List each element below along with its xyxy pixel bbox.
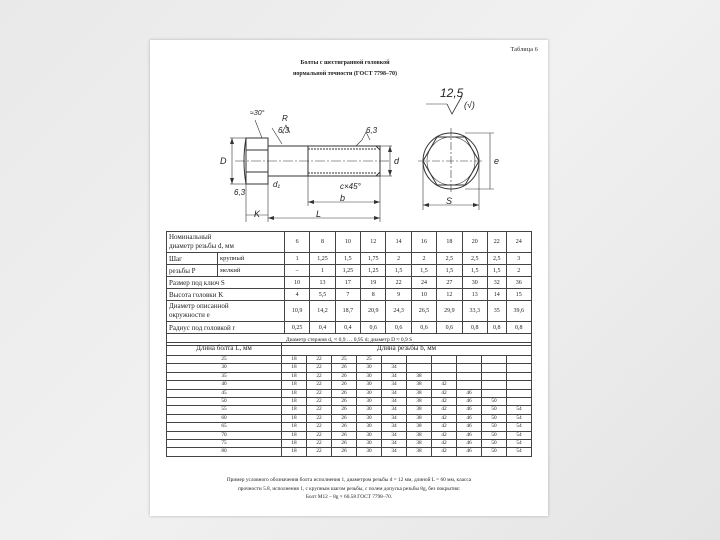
thread-length-cell: 18 (282, 431, 307, 439)
pitch-fine-cell: – (285, 265, 310, 277)
thread-length-cell: 42 (432, 398, 457, 406)
wrench-size-cell: 36 (506, 277, 531, 289)
diameter-cell: 18 (437, 232, 462, 253)
circumscribed-cell: 39,6 (506, 301, 531, 322)
pitch-coarse-cell: 2,5 (462, 253, 487, 265)
bolt-length-cell: 65 (167, 423, 282, 431)
thread-length-cell: 42 (432, 431, 457, 439)
diameter-cell: 10 (335, 232, 360, 253)
thread-length-cell: 38 (407, 448, 432, 456)
thread-length-cell: 34 (382, 398, 407, 406)
thread-length-cell: 18 (282, 381, 307, 389)
thread-length-cell (507, 364, 532, 372)
diameter-cell: 6 (285, 232, 310, 253)
thread-length-cell: 50 (482, 431, 507, 439)
table-row (167, 381, 532, 389)
wrench-size-cell: 19 (361, 277, 386, 289)
pitch-coarse-cell: 1 (285, 253, 310, 265)
thread-length-cell: 46 (457, 414, 482, 422)
thread-length-cell: 30 (357, 372, 382, 380)
thread-length-cell: 50 (482, 448, 507, 456)
thread-length-cell: 30 (357, 389, 382, 397)
thread-length-cell (407, 356, 432, 364)
head-height-cell: 12 (437, 289, 462, 301)
thread-length-cell: 54 (507, 414, 532, 422)
diameter-cell: 14 (386, 232, 411, 253)
document-page (150, 40, 548, 516)
roughness-left: 6,3 (278, 126, 290, 135)
pitch-fine-cell: 1,5 (386, 265, 411, 277)
pitch-label: Шаг (167, 253, 218, 265)
wrench-size-row-label: Размер под ключ S (167, 277, 285, 289)
bolt-length-cell: 45 (167, 389, 282, 397)
pitch-fine-cell: 1,25 (361, 265, 386, 277)
angle-label: ≈30° (250, 110, 265, 117)
diameter-cell: 16 (411, 232, 436, 253)
thread-length-cell: 22 (307, 448, 332, 456)
thread-length-cell: 46 (457, 431, 482, 439)
thread-length-cell: 30 (357, 414, 382, 422)
bolt-length-cell: 70 (167, 431, 282, 439)
table-row (167, 265, 532, 277)
pitch-fine-cell: 1,25 (335, 265, 360, 277)
bolt-length-label: L (316, 209, 322, 219)
head-height-label: K (254, 209, 261, 219)
head-height-cell: 10 (411, 289, 436, 301)
radius-cell: 0,4 (310, 322, 335, 334)
thread-length-cell (507, 389, 532, 397)
diameter-cell: 22 (487, 232, 506, 253)
thread-length-cell: 38 (407, 414, 432, 422)
circumscribed-cell: 29,9 (437, 301, 462, 322)
thread-length-cell: 46 (457, 440, 482, 448)
thread-length-cell: 30 (357, 398, 382, 406)
bolt-length-cell: 60 (167, 414, 282, 422)
thread-length-cell: 38 (407, 440, 432, 448)
bolt-length-cell: 50 (167, 398, 282, 406)
circumscribed-cell: 14,2 (310, 301, 335, 322)
diameter-cell: 12 (361, 232, 386, 253)
table-row (167, 253, 532, 265)
radius-cell: 0,8 (487, 322, 506, 334)
thread-length-cell: 18 (282, 389, 307, 397)
circumscribed-row-label-2: окружности e (169, 311, 210, 319)
length-table (166, 342, 532, 457)
thread-length-cell: 50 (482, 440, 507, 448)
radius-cell: 0,6 (437, 322, 462, 334)
head-height-cell: 8 (361, 289, 386, 301)
roughness-general-mark: (√) (464, 100, 475, 110)
thread-length-cell: 54 (507, 406, 532, 414)
pitch-coarse-cell: 2 (386, 253, 411, 265)
example-line-1: Пример условного обозначения болта исполнения 1, диаметром резьбы d = 12 мм, длиной L = 60 мм, класса (226, 477, 472, 483)
thread-length-cell (432, 356, 457, 364)
thread-length-cell: 26 (332, 448, 357, 456)
bolt-length-cell: 40 (167, 381, 282, 389)
pitch-coarse-cell: 2,5 (487, 253, 506, 265)
radius-cell: 0,6 (386, 322, 411, 334)
radius-cell: 0,6 (411, 322, 436, 334)
diameter-cell: 24 (506, 232, 531, 253)
thread-length-cell: 30 (357, 406, 382, 414)
wrench-size-cell: 13 (310, 277, 335, 289)
table-row (167, 406, 532, 414)
roughness-under-head: 6,3 (234, 188, 246, 197)
thread-length-cell: 22 (307, 389, 332, 397)
bolt-drawing (150, 40, 548, 230)
pitch-label-2: резьбы P (167, 265, 218, 277)
table-row (167, 431, 532, 439)
thread-length-cell: 46 (457, 448, 482, 456)
thread-length-cell: 30 (357, 440, 382, 448)
circumscribed-row-label-1: Диаметр описанной (169, 302, 229, 310)
wrench-size-cell: 10 (285, 277, 310, 289)
pitch-coarse-label: крупный (218, 253, 285, 265)
head-height-cell: 14 (487, 289, 506, 301)
thread-length-cell: 26 (332, 372, 357, 380)
table-row (167, 322, 532, 334)
thread-length-cell (457, 356, 482, 364)
thread-length-cell: 46 (457, 389, 482, 397)
table-row (167, 289, 532, 301)
thread-length-cell: 34 (382, 440, 407, 448)
wrench-size-cell: 32 (487, 277, 506, 289)
thread-length-cell: 25 (357, 356, 382, 364)
thread-length-cell: 46 (457, 406, 482, 414)
thread-length-cell: 26 (332, 381, 357, 389)
thread-length-cell: 54 (507, 423, 532, 431)
table-row (167, 414, 532, 422)
table-row (167, 440, 532, 448)
thread-length-cell: 50 (482, 398, 507, 406)
wrench-size-cell: 24 (411, 277, 436, 289)
thread-length-cell: 46 (457, 398, 482, 406)
wrench-size-label: S (446, 196, 453, 206)
thread-length-cell (432, 372, 457, 380)
table-row (167, 232, 532, 253)
thread-length-cell: 26 (332, 398, 357, 406)
pitch-coarse-cell: 1,25 (310, 253, 335, 265)
radius-label: R (282, 114, 288, 123)
circumscribed-cell: 20,9 (361, 301, 386, 322)
thread-length-cell: 54 (507, 440, 532, 448)
thread-length-cell: 42 (432, 440, 457, 448)
circumscribed-cell: 26,5 (411, 301, 436, 322)
radius-cell: 0,8 (506, 322, 531, 334)
thread-length-cell: 18 (282, 414, 307, 422)
bolt-length-cell: 35 (167, 372, 282, 380)
thread-length-cell (482, 364, 507, 372)
radius-cell: 0,8 (462, 322, 487, 334)
table-row (167, 343, 532, 356)
thread-length-cell: 22 (307, 356, 332, 364)
thread-length-cell: 54 (507, 431, 532, 439)
thread-length-cell: 38 (407, 389, 432, 397)
thread-length-cell: 18 (282, 398, 307, 406)
pitch-coarse-cell: 2 (411, 253, 436, 265)
thread-length-cell: 26 (332, 440, 357, 448)
thread-length-cell: 38 (407, 372, 432, 380)
title-line-2: нормальной точности (ГОСТ 7798–70) (292, 71, 398, 77)
head-diameter-label: D (220, 156, 227, 166)
wrench-size-cell: 17 (335, 277, 360, 289)
circumscribed-cell: 24,3 (386, 301, 411, 322)
head-height-cell: 4 (285, 289, 310, 301)
thread-length-cell: 50 (482, 423, 507, 431)
pitch-fine-cell: 1,5 (462, 265, 487, 277)
circumscribed-cell: 33,3 (462, 301, 487, 322)
thread-length-cell: 25 (332, 356, 357, 364)
thread-length-cell: 22 (307, 381, 332, 389)
thread-length-cell: 22 (307, 364, 332, 372)
head-height-cell: 5,5 (310, 289, 335, 301)
table-row (167, 356, 532, 364)
bolt-length-cell: 80 (167, 448, 282, 456)
pitch-fine-label: мелкий (218, 265, 285, 277)
thread-length-cell: 54 (507, 448, 532, 456)
thread-length-cell (457, 364, 482, 372)
pitch-fine-cell: 1,5 (411, 265, 436, 277)
thread-length-header: Длина резьбы b, мм (282, 343, 532, 356)
thread-length-cell (407, 364, 432, 372)
thread-length-cell: 34 (382, 431, 407, 439)
thread-length-cell: 26 (332, 414, 357, 422)
thread-length-cell: 26 (332, 431, 357, 439)
roughness-general-value: 12,5 (440, 86, 464, 100)
thread-length-cell (507, 356, 532, 364)
thread-length-cell: 42 (432, 414, 457, 422)
bolt-length-header: Длина болта L, мм (167, 343, 282, 356)
table-row (167, 398, 532, 406)
thread-length-cell: 22 (307, 423, 332, 431)
thread-length-cell: 34 (382, 372, 407, 380)
pitch-coarse-cell: 1,5 (335, 253, 360, 265)
thread-length-cell: 22 (307, 440, 332, 448)
thread-length-cell (482, 372, 507, 380)
diameter-cell: 8 (310, 232, 335, 253)
circumscribed-cell: 18,7 (335, 301, 360, 322)
thread-length-cell: 30 (357, 423, 382, 431)
circumscribed-cell: 35 (487, 301, 506, 322)
wrench-size-cell: 30 (462, 277, 487, 289)
head-height-row-label: Высота головки K (167, 289, 285, 301)
pitch-fine-cell: 1,5 (487, 265, 506, 277)
thread-length-cell: 50 (482, 406, 507, 414)
table-row (167, 423, 532, 431)
table-tag: Таблица 6 (510, 47, 538, 53)
head-height-cell: 7 (335, 289, 360, 301)
thread-length-cell: 18 (282, 406, 307, 414)
thread-length-cell: 22 (307, 431, 332, 439)
table-row (167, 301, 532, 322)
thread-length-cell: 38 (407, 406, 432, 414)
spec-table (166, 231, 532, 346)
thread-length-cell: 18 (282, 364, 307, 372)
head-height-cell: 15 (506, 289, 531, 301)
table-row (167, 372, 532, 380)
thread-length-cell (482, 389, 507, 397)
thread-length-cell: 30 (357, 364, 382, 372)
thread-length-cell: 50 (482, 414, 507, 422)
thread-length-cell: 22 (307, 414, 332, 422)
thread-length-cell: 42 (432, 423, 457, 431)
thread-length-cell: 34 (382, 389, 407, 397)
thread-length-cell: 18 (282, 423, 307, 431)
thread-length-cell (507, 372, 532, 380)
thread-length-cell (482, 356, 507, 364)
pitch-fine-cell: 1 (310, 265, 335, 277)
pitch-fine-cell: 1,5 (437, 265, 462, 277)
pitch-coarse-cell: 1,75 (361, 253, 386, 265)
thread-length-cell: 26 (332, 389, 357, 397)
shank-diameter-label: d₁ (273, 180, 280, 189)
thread-length-cell: 42 (432, 381, 457, 389)
thread-length-cell: 18 (282, 440, 307, 448)
chamfer-label: c×45° (340, 182, 361, 191)
thread-length-cell: 30 (357, 448, 382, 456)
diameter-cell: 20 (462, 232, 487, 253)
thread-length-cell: 34 (382, 406, 407, 414)
table-row (167, 277, 532, 289)
thread-length-cell (457, 381, 482, 389)
thread-length-cell: 34 (382, 364, 407, 372)
pitch-coarse-cell: 3 (506, 253, 531, 265)
thread-length-cell: 18 (282, 448, 307, 456)
thread-diameter-label: d (394, 156, 400, 166)
thread-length-cell: 34 (382, 381, 407, 389)
table-row (167, 364, 532, 372)
thread-length-label: b (340, 193, 346, 203)
thread-length-cell: 26 (332, 364, 357, 372)
thread-length-cell: 18 (282, 372, 307, 380)
table-row (167, 389, 532, 397)
wrench-size-cell: 22 (386, 277, 411, 289)
radius-cell: 0,6 (361, 322, 386, 334)
thread-length-cell: 22 (307, 406, 332, 414)
thread-length-cell: 38 (407, 423, 432, 431)
thread-length-cell: 38 (407, 398, 432, 406)
thread-length-cell: 26 (332, 406, 357, 414)
thread-length-cell (382, 356, 407, 364)
thread-length-cell: 34 (382, 414, 407, 422)
bolt-length-cell: 55 (167, 406, 282, 414)
diameter-header-line1: Номинальный (169, 233, 212, 241)
bolt-length-cell: 25 (167, 356, 282, 364)
wrench-size-cell: 27 (437, 277, 462, 289)
example-line-3: Болт М12 – 8g × 60.58 ГОСТ 7798–70. (305, 494, 393, 500)
diameter-note-row: Диаметр стержня d₁ ≈ 0,9 … 0,95 d; диаметр D ≈ 0,9 S (167, 334, 532, 346)
thread-length-cell: 42 (432, 448, 457, 456)
title-line-1: Болты с шестигранной головкой (300, 60, 390, 66)
roughness-right: 6,3 (366, 126, 378, 135)
thread-length-cell (457, 372, 482, 380)
pitch-fine-cell: 2 (506, 265, 531, 277)
thread-length-cell: 46 (457, 423, 482, 431)
thread-length-cell: 38 (407, 431, 432, 439)
thread-length-cell: 30 (357, 431, 382, 439)
diameter-header-line2: диаметр резьбы d, мм (169, 242, 234, 250)
thread-length-cell: 22 (307, 398, 332, 406)
radius-row-label: Радиус под головкой r (167, 322, 285, 334)
circumscribed-diameter-label: e (494, 156, 500, 166)
example-line-2: прочности 5.8, исполнения 1, с крупным шагом резьбы, с полем допуска резьбы 8g, без покрытия: (237, 485, 461, 492)
thread-length-cell: 34 (382, 423, 407, 431)
thread-length-cell (507, 381, 532, 389)
thread-length-cell: 22 (307, 372, 332, 380)
head-height-cell: 13 (462, 289, 487, 301)
radius-cell: 0,4 (335, 322, 360, 334)
bolt-length-cell: 30 (167, 364, 282, 372)
radius-cell: 0,25 (285, 322, 310, 334)
circumscribed-cell: 10,9 (285, 301, 310, 322)
thread-length-cell: 38 (407, 381, 432, 389)
thread-length-cell: 18 (282, 356, 307, 364)
thread-length-cell: 26 (332, 423, 357, 431)
table-row (167, 448, 532, 456)
thread-length-cell (482, 381, 507, 389)
thread-length-cell: 42 (432, 406, 457, 414)
bolt-length-cell: 75 (167, 440, 282, 448)
thread-length-cell: 42 (432, 389, 457, 397)
thread-length-cell (432, 364, 457, 372)
thread-length-cell: 34 (382, 448, 407, 456)
thread-length-cell: 30 (357, 381, 382, 389)
thread-length-cell (507, 398, 532, 406)
head-height-cell: 9 (386, 289, 411, 301)
pitch-coarse-cell: 2,5 (437, 253, 462, 265)
